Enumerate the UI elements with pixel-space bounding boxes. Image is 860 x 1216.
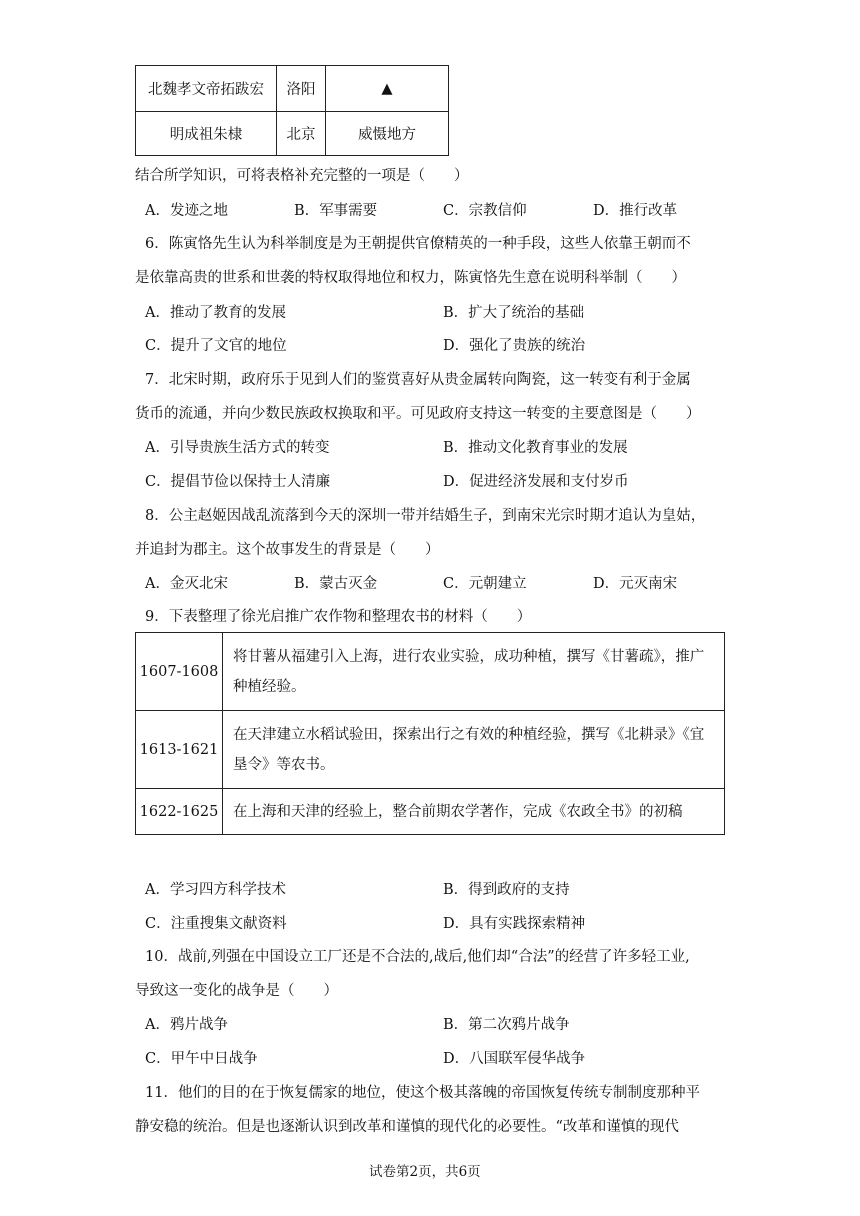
option-b: B．蒙古灭金 [294,576,378,592]
option-b: B．军事需要 [294,203,378,219]
table-row [136,633,725,711]
option-c: C．元朝建立 [443,576,527,592]
content-line: 垦令》等农书。 [233,756,335,773]
content-line: 在上海和天津的经验上，整合前期农学著作，完成《农政全书》的初稿 [233,803,683,820]
page-footer: 试卷第2页，共6页 [369,1164,481,1180]
year-cell: 1622-1625 [136,789,223,835]
option-d: D．促进经济发展和支付岁币 [443,474,629,490]
question-stem: 6．陈寅恪先生认为科举制度是为王朝提供官僚精英的一种手段，这些人依靠王朝而不 [145,236,691,252]
option-a: A．引导贵族生活方式的转变 [145,440,330,456]
option-a: A．鸦片战争 [145,1017,228,1033]
content-cell [223,711,725,789]
xu-guangqi-table [135,632,725,835]
table-cell: 北京 [277,112,326,156]
table-cell: 威慑地方 [326,112,449,156]
question-stem: 7．北宋时期，政府乐于见到人们的鉴赏喜好从贵金属转向陶瓷，这一转变有利于金属 [145,372,691,388]
content-cell [223,633,725,711]
table-row [136,711,725,789]
question-stem: 静安稳的统治。但是也逐渐认识到改革和谨慎的现代化的必要性。“改革和谨慎的现代 [135,1119,679,1135]
capital-table [135,65,449,156]
table-row [136,789,725,835]
question-stem: 8．公主赵姬因战乱流落到今天的深圳一带并结婚生子，到南宋光宗时期才追认为皇姑， [145,508,706,524]
option-c: C．宗教信仰 [443,203,527,219]
question-stem: 结合所学知识，可将表格补充完整的一项是（ ） [135,168,469,184]
table-cell: ▲ [326,66,449,112]
question-stem: 9．下表整理了徐光启推广农作物和整理农书的材料（ ） [145,609,532,625]
content-line: 种植经验。 [233,678,306,695]
option-c: C．甲午中日战争 [145,1051,258,1067]
option-d: D．具有实践探索精神 [443,916,586,932]
option-d: D．八国联军侵华战争 [443,1051,586,1067]
option-d: D．元灭南宋 [593,576,678,592]
year-cell: 1613-1621 [136,711,223,789]
option-b: B．第二次鸦片战争 [443,1017,570,1033]
option-a: A．发迹之地 [145,203,228,219]
question-stem: 11．他们的目的在于恢复儒家的地位，使这个极其落魄的帝国恢复传统专制制度那种平 [145,1085,700,1101]
year-cell: 1607-1608 [136,633,223,711]
question-stem: 并追封为郡主。这个故事发生的背景是（ ） [135,542,440,558]
option-b: B．推动文化教育事业的发展 [443,440,628,456]
table-row [136,66,449,112]
option-d: D．推行改革 [593,203,678,219]
question-stem: 10．战前,列强在中国设立工厂还是不合法的,战后,他们却“合法”的经营了许多轻工业, [145,949,690,965]
question-stem: 货币的流通，并向少数民族政权换取和平。可见政府支持这一转变的主要意图是（ ） [135,406,701,422]
question-stem: 是依靠高贵的世系和世袭的特权取得地位和权力，陈寅恪先生意在说明科举制（ ） [135,270,686,286]
option-a: A．金灭北宋 [145,576,228,592]
option-c: C．提倡节俭以保持士人清廉 [145,474,331,490]
table-cell: 北魏孝文帝拓跋宏 [136,66,277,112]
option-b: B．扩大了统治的基础 [443,305,585,321]
question-stem: 导致这一变化的战争是（ ） [135,983,338,999]
option-b: B．得到政府的支持 [443,882,570,898]
option-d: D．强化了贵族的统治 [443,338,586,354]
table-cell: 洛阳 [277,66,326,112]
option-a: A．推动了教育的发展 [145,305,286,321]
content-line: 在天津建立水稻试验田，探索出行之有效的种植经验，撰写《北耕录》《宜 [233,726,705,743]
content-cell [223,789,725,835]
content-line: 将甘薯从福建引入上海，进行农业实验，成功种植，撰写《甘薯疏》，推广 [233,648,705,665]
option-c: C．注重搜集文献资料 [145,916,287,932]
option-a: A．学习四方科学技术 [145,882,286,898]
option-c: C．提升了文官的地位 [145,338,287,354]
table-cell: 明成祖朱棣 [136,112,277,156]
table-row [136,112,449,156]
